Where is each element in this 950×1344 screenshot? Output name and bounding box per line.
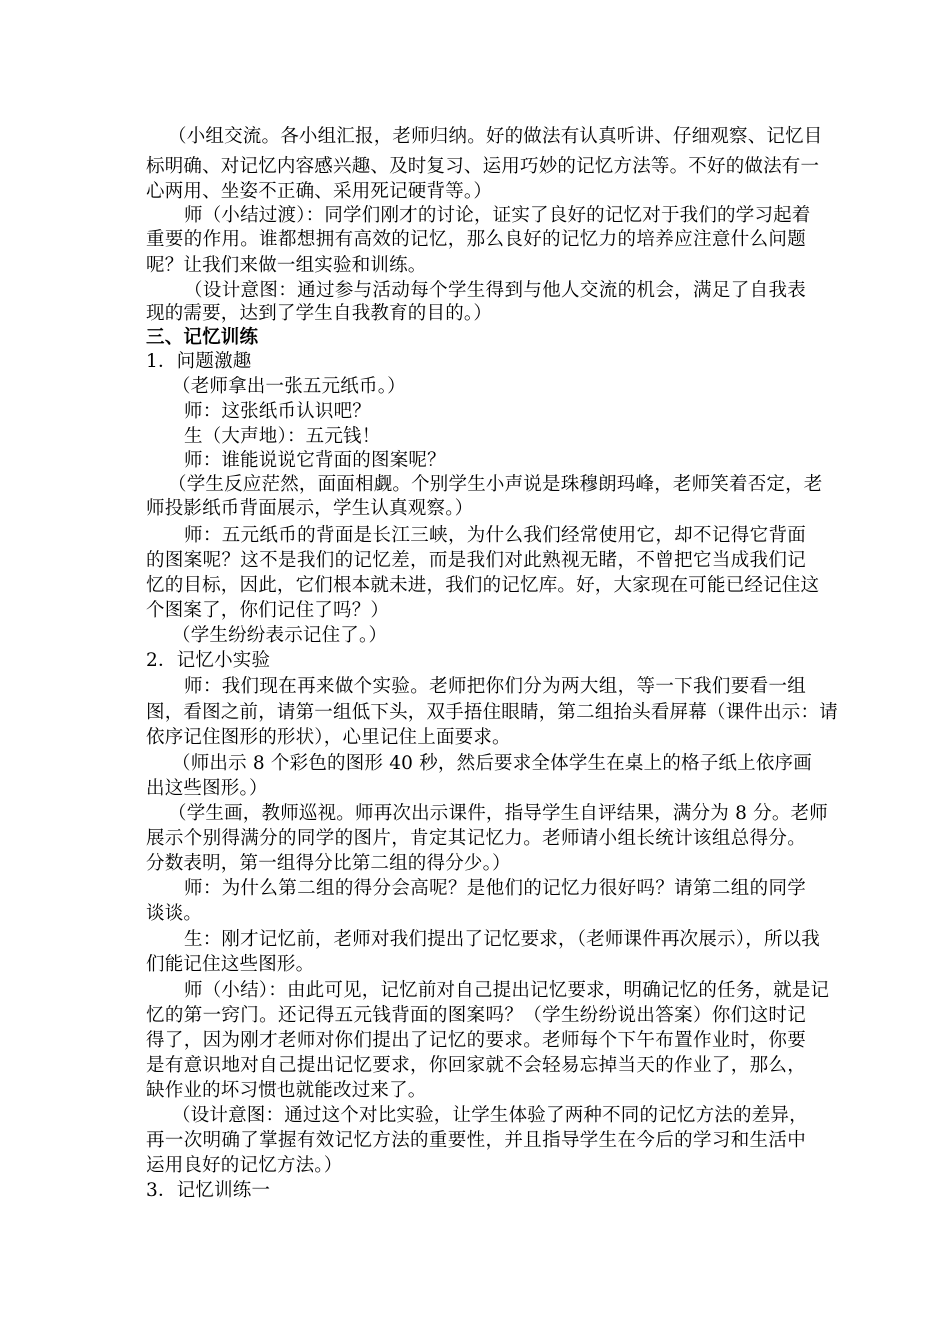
text-line: 呢？让我们来做一组实验和训练。	[146, 255, 427, 276]
text-line: 的图案呢？这不是我们的记忆差，而是我们对此熟视无睹，不曾把它当成我们记	[146, 550, 806, 571]
text-line: 出这些图形。）	[146, 778, 268, 799]
text-line: （小组交流。各小组汇报，老师归纳。好的做法有认真听讲、仔细观察、记忆目	[168, 126, 823, 147]
text-line: 标明确、对记忆内容感兴趣、及时复习、运用巧妙的记忆方法等。不好的做法有一	[146, 156, 820, 177]
text-line: 生：刚才记忆前，老师对我们提出了记忆要求，（老师课件再次展示），所以我	[184, 929, 821, 950]
text-line: 分数表明，第一组得分比第二组的得分少。）	[146, 853, 511, 874]
text-line: 依序记住图形的形状），心里记住上面要求。	[146, 727, 511, 748]
text-line: （老师拿出一张五元纸币。）	[172, 376, 406, 397]
text-line: 师：谁能说说它背面的图案呢？	[184, 450, 446, 471]
text-line: 师：为什么第二组的得分会高呢？是他们的记忆力很好吗？请第二组的同学	[184, 878, 806, 899]
text-line: （师出示 8 个彩色的图形 40 秒，然后要求全体学生在桌上的格子纸上依序画	[172, 753, 812, 774]
text-line: 生（大声地）：五元钱！	[184, 426, 381, 447]
text-line: 缺作业的坏习惯也就能改过来了。	[146, 1080, 427, 1101]
text-line: 师（小结过渡）：同学们刚才的讨论，证实了良好的记忆对于我们的学习起着	[184, 205, 811, 226]
text-line: （设计意图：通过参与活动每个学生得到与他人交流的机会，满足了自我表	[184, 280, 806, 301]
text-line: 忆的第一窍门。还记得五元钱背面的图案吗？（学生纷纷说出答案）你们这时记	[146, 1005, 806, 1026]
section-heading: 三、记忆训练	[146, 327, 259, 348]
text-line: 谈谈。	[146, 903, 203, 924]
text-line: （学生纷纷表示记住了。）	[172, 625, 388, 646]
text-line: 心两用、坐姿不正确、采用死记硬背等。）	[146, 181, 493, 202]
subsection-heading: 1．问题激趣	[146, 351, 252, 372]
text-line: 忆的目标，因此，它们根本就未进，我们的记忆库。好，大家现在可能已经记住这	[146, 575, 820, 596]
text-line: 师（小结）：由此可见，记忆前对自己提出记忆要求，明确记忆的任务，就是记	[184, 980, 830, 1001]
text-line: 得了，因为刚才老师对你们提出了记忆的要求。老师每个下午布置作业时，你要	[146, 1030, 806, 1051]
text-line: 师投影纸币背面展示，学生认真观察。）	[146, 498, 474, 519]
text-line: 师：我们现在再来做个实验。老师把你们分为两大组，等一下我们要看一组	[184, 676, 806, 697]
text-line: （设计意图：通过这个对比实验，让学生体验了两种不同的记忆方法的差异，	[172, 1105, 808, 1126]
text-line: 再一次明确了掌握有效记忆方法的重要性，并且指导学生在今后的学习和生活中	[146, 1130, 806, 1151]
subsection-heading: 3．记忆训练一	[146, 1180, 271, 1201]
text-line: 展示个别得满分的同学的图片，肯定其记忆力。老师请小组长统计该组总得分。	[146, 828, 806, 849]
text-line: 现的需要，达到了学生自我教育的目的。）	[146, 303, 493, 324]
text-line: （学生画，教师巡视。师再次出示课件，指导学生自评结果，满分为 8 分。老师	[168, 803, 828, 824]
text-line: 图，看图之前，请第一组低下头，双手捂住眼睛，第二组抬头看屏幕（课件出示：请	[146, 702, 838, 723]
text-line: 运用良好的记忆方法。）	[146, 1155, 343, 1176]
text-line: 重要的作用。谁都想拥有高效的记忆，那么良好的记忆力的培养应注意什么问题	[146, 229, 806, 250]
text-line: 是有意识地对自己提出记忆要求，你回家就不会轻易忘掉当天的作业了，那么，	[146, 1055, 806, 1076]
text-line: （学生反应茫然，面面相觑。个别学生小声说是珠穆朗玛峰，老师笑着否定，老	[168, 474, 823, 495]
text-line: 个图案了，你们记住了吗？）	[146, 600, 390, 621]
subsection-heading: 2．记忆小实验	[146, 650, 271, 671]
text-line: 们能记住这些图形。	[146, 954, 315, 975]
text-line: 师：五元纸币的背面是长江三峡，为什么我们经常使用它，却不记得它背面	[184, 525, 806, 546]
text-line: 师：这张纸币认识吧？	[184, 401, 372, 422]
